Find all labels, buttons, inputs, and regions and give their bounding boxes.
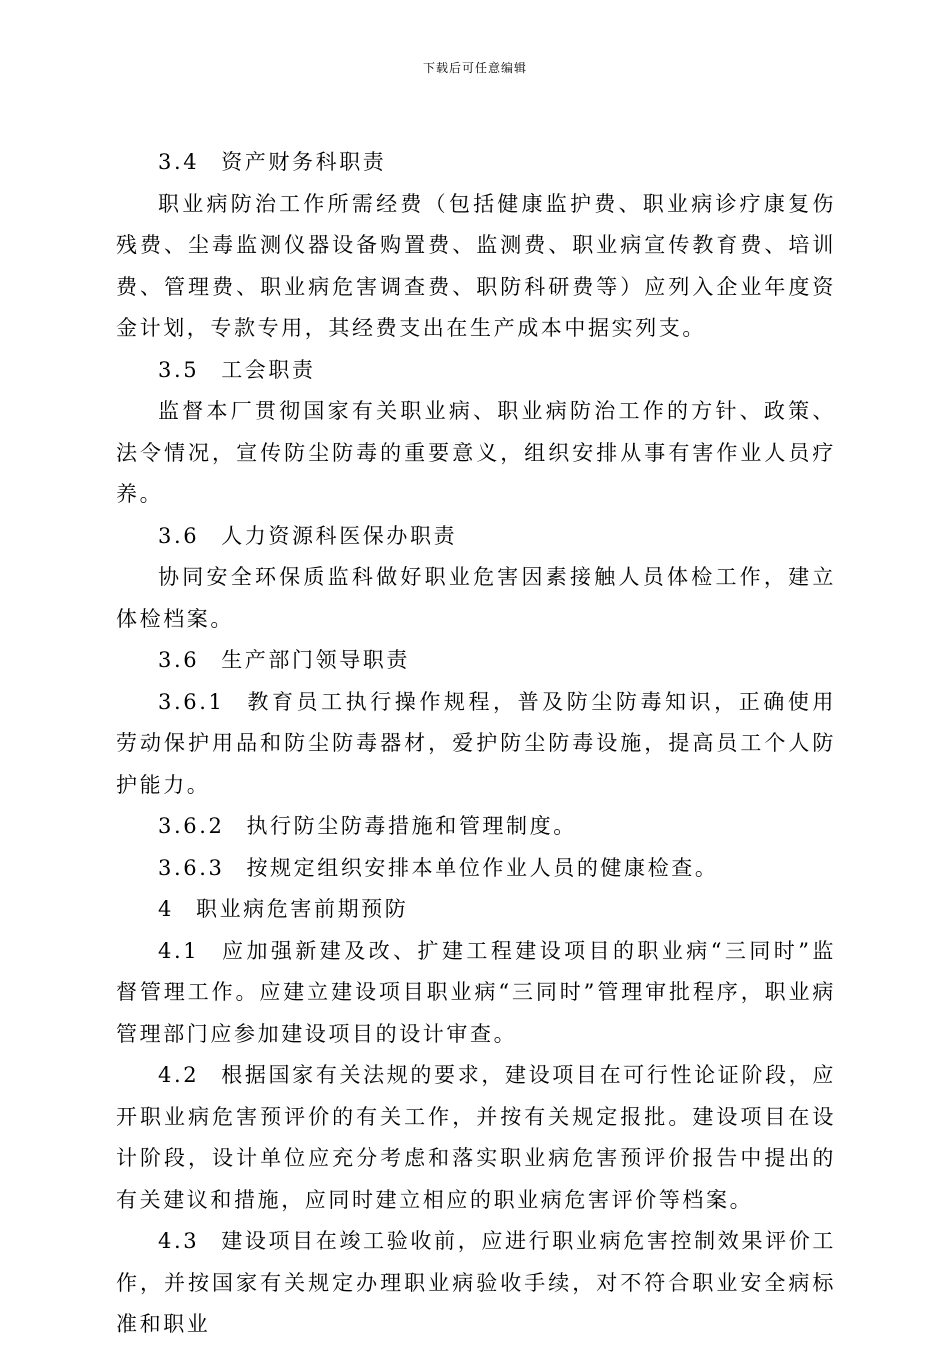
numbered-item <box>116 848 836 890</box>
item-text: 教育员工执行操作规程，普及防尘防毒知识，正确使用劳动保护用品和防尘防毒器材，爱护防尘防毒设施，提高员工个人防护能力。 <box>116 689 836 797</box>
page-header-note: 下载后可任意编辑 <box>422 61 527 75</box>
item-number: 4.2 <box>158 1063 200 1087</box>
numbered-item <box>116 682 836 807</box>
section-heading <box>116 640 836 682</box>
section-number: 4 <box>158 897 174 921</box>
numbered-item <box>116 1221 836 1346</box>
document-body <box>116 142 836 1346</box>
section-heading <box>116 350 836 392</box>
paragraph: 职业病防治工作所需经费（包括健康监护费、职业病诊疗康复伤残费、尘毒监测仪器设备购置费、监测费、职业病宣传教育费、培训费、管理费、职业病危害调查费、职防科研费等）应列入企业年度资金计划，专款专用，其经费支出在生产成本中据实列支。 <box>116 191 836 340</box>
section-number: 3.4 <box>158 150 200 174</box>
section-title: 资产财务科职责 <box>221 150 387 174</box>
item-text: 执行防尘防毒措施和管理制度。 <box>246 814 577 838</box>
paragraph: 监督本厂贯彻国家有关职业病、职业病防治工作的方针、政策、法令情况，宣传防尘防毒的重要意义，组织安排从事有害作业人员疗养。 <box>116 399 836 506</box>
section-heading <box>116 516 836 558</box>
item-number: 4.1 <box>158 938 200 963</box>
item-number: 3.6.3 <box>158 855 225 880</box>
item-text: 应加强新建及改、扩建工程建设项目的职业病“三同时”监督管理工作。应建立建设项目职业病“三同时”管理审批程序，职业病管理部门应参加建设项目的设计审查。 <box>116 938 836 1046</box>
item-number: 3.6.2 <box>158 814 225 838</box>
section-title: 生产部门领导职责 <box>221 648 411 672</box>
section-title: 工会职责 <box>221 357 316 382</box>
numbered-item <box>116 1055 836 1221</box>
section-number: 3.5 <box>158 357 200 382</box>
section-title: 人力资源科医保办职责 <box>221 523 458 548</box>
section-number: 3.6 <box>158 523 200 548</box>
section-heading <box>116 142 836 184</box>
item-number: 4.3 <box>158 1229 200 1253</box>
section-number: 3.6 <box>158 648 200 672</box>
item-text: 按规定组织安排本单位作业人员的健康检查。 <box>246 855 719 880</box>
item-text: 建设项目在竣工验收前，应进行职业病危害控制效果评价工作，并按国家有关规定办理职业病验收手续，对不符合职业安全病标准和职业 <box>116 1229 836 1336</box>
item-text: 根据国家有关法规的要求，建设项目在可行性论证阶段，应开职业病危害预评价的有关工作，并按有关规定报批。建设项目在设计阶段，设计单位应充分考虑和落实职业病危害预评价报告中提出的有关建议和措施，应同时建立相应的职业病危害评价等档案。 <box>116 1063 836 1212</box>
numbered-item <box>116 806 836 848</box>
paragraph: 协同安全环保质监科做好职业危害因素接触人员体检工作，建立体检档案。 <box>116 565 836 631</box>
numbered-item <box>116 931 836 1056</box>
section-heading <box>116 889 836 931</box>
item-number: 3.6.1 <box>158 689 225 714</box>
section-title: 职业病危害前期预防 <box>195 897 409 921</box>
